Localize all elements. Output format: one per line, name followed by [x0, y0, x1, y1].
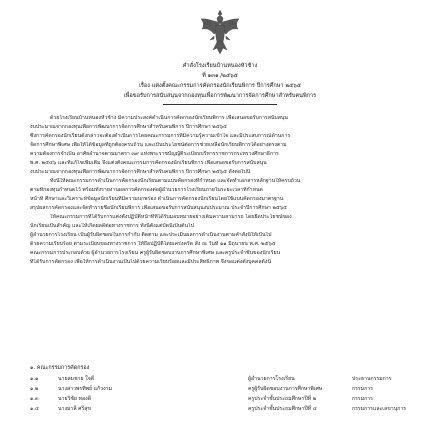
- body-line: ทั้งนี้ให้คณะกรรมการดำเนินการคัดกรองนักเรียนตามแบบคัดกรองที่กำหนด และจัดทำเอกสารหลักฐานให้ครบถ้วน: [50, 178, 301, 184]
- body-line: ผู้อำนวยการโรงเรียน เป็นผู้รับผิดชอบในการกำกับ ติดตาม และประเมินผลการดำเนินงานตามคำสั่งนี้ให้เป็นไป: [30, 232, 272, 238]
- body-line: งบประมาณจากกองทุนเพื่อการพัฒนาการจัดการศึกษาสำหรับคนพิการ ปีการศึกษา ๒๕๖๕ ดังต่อไปนี้: [30, 169, 251, 175]
- member-position: ผู้อำนวยการโรงเรียน: [248, 376, 295, 382]
- order-subject-continued: เพื่อขอรับการสนับสนุนจากกองทุนเพื่อการพัฒนาการจัดการศึกษาสำหรับคนพิการ: [123, 93, 317, 99]
- body-line: หน้าที่ ศึกษาและวิเคราะห์ข้อมูลนักเรียนที่มีความบกพร่อง ดำเนินการคัดกรองนักเรียนโดยใช้แบบคัดกรองมาตรฐาน: [30, 196, 284, 202]
- body-line: พ.ศ. ๒๕๔๖ และที่แก้ไขเพิ่มเติม จึงแต่งตั้งคณะกรรมการคัดกรองนักเรียนพิการ เพื่อเสนอขอรับการสนับสนุน: [30, 160, 267, 166]
- committee-heading: ๑. คณะกรรมการคัดกรอง: [30, 365, 90, 371]
- member-position: ครูประจำชั้นประถมศึกษาปีที่ ๔: [248, 406, 317, 412]
- member-number: ๑.๓: [30, 396, 39, 402]
- member-role: กรรมการ: [352, 386, 373, 392]
- member-position: ครูประจำชั้นประถมศึกษาปีที่ ๒: [248, 396, 317, 402]
- order-number: ที่ ๑๓๑ /๒๕๖๕: [202, 73, 238, 79]
- member-name: นางสาวพรทิพย์ แก้วงาม: [58, 386, 112, 392]
- body-line: นักเรียนเป็นสำคัญ และให้เกิดผลดีต่อทางราชการ ทั้งนี้ตั้งแต่บัดนี้เป็นต้นไป: [30, 223, 195, 229]
- member-name: นายสมชาย ใจดี: [58, 376, 95, 382]
- member-name: นางมาลี ศรีสุข: [58, 406, 91, 412]
- member-position: ครูผู้รับผิดชอบงานการศึกษาพิเศษ: [248, 386, 323, 392]
- body-line: ด้วยความเรียบร้อย ตามระเบียบของทางราชการ ให้ถือปฏิบัติโดยเคร่งครัด สั่ง ณ วันที่ ๑๑ มิถุนายน พ.ศ. ๒๕๖๕: [30, 241, 276, 247]
- body-line: ตามที่กองทุนกำหนดไว้ พร้อมทั้งรายงานผลการคัดกรองต่อผู้อำนวยการโรงเรียนภายในระยะเวลาที่กำหนด: [30, 187, 263, 193]
- list-item: [0, 396, 440, 405]
- member-number: ๑.๔: [30, 406, 39, 412]
- body-line: จัดการศึกษาพิเศษ เพื่อให้ได้ข้อมูลที่ถูกต้องครบถ้วน และเป็นประโยชน์ต่อการช่วยเหลือนักเรียนพิการได้อย่างตรงตาม: [30, 142, 287, 148]
- order-title: คำสั่งโรงเรียนบ้านหนองหัวช้าง: [182, 63, 258, 69]
- member-role: กรรมการ: [352, 396, 373, 402]
- member-number: ๑.๑: [30, 376, 39, 382]
- member-number: ๑.๒: [30, 386, 39, 392]
- body-line: ด้วยโรงเรียนบ้านหนองหัวช้าง มีความประสงค์ดำเนินการคัดกรองนักเรียนพิการ เพื่อเสนอขอรับการสนับสนุน: [50, 115, 288, 121]
- body-line: งบประมาณจากกองทุนเพื่อการพัฒนาการจัดการศึกษาสำหรับคนพิการ ปีการศึกษา ๒๕๖๕: [30, 124, 227, 130]
- body-line: ความต้องการจำเป็น อาศัยอำนาจตามมาตรา ๓๙ แห่งพระราชบัญญัติระเบียบบริหารราชการกระทรวงศึกษาธิการ: [30, 151, 279, 157]
- member-name: นายวิชัย ทองดี: [58, 396, 92, 402]
- order-subject: เรื่อง แต่งตั้งคณะกรรมการคัดกรองนักเรียนพิการ ปีการศึกษา ๒๕๖๕: [138, 83, 302, 89]
- list-item: [0, 376, 440, 385]
- header-divider: [163, 104, 277, 105]
- garuda-emblem-icon: [198, 8, 242, 56]
- body-line: ที่ได้รับการคัดกรอง เพื่อให้การดำเนินงานเป็นไปด้วยความเรียบร้อยและมีประสิทธิภาพ จึงขอแต่งตั้งบุคคลดังนี้: [30, 259, 271, 265]
- member-role: กรรมการและเลขานุการ: [352, 406, 407, 412]
- list-item: [0, 406, 440, 415]
- body-line: ให้คณะกรรมการที่ได้รับการแต่งตั้งปฏิบัติหน้าที่ที่ได้รับมอบหมายอย่างเต็มความสามารถ โดยยึดประโยชน์ของ: [50, 214, 292, 220]
- body-line: สรุปผลการคัดกรองและจัดทำรายชื่อนักเรียนพิการ เพื่อเสนอขอรับการสนับสนุนงบประมาณ ประจำปีการศึกษา ๒๕๖๕: [30, 205, 288, 211]
- body-line: ซึ่งการคัดกรองนักเรียนดังกล่าวจะต้องดำเนินการโดยคณะกรรมการที่มีความรู้ความเข้าใจ และมีประสบการณ์ด้านการ: [30, 133, 291, 139]
- body-line: คณะกรรมการประกอบด้วย ผู้อำนวยการโรงเรียน ครูผู้รับผิดชอบงานการศึกษาพิเศษ และครูประจำชั้นของนักเรียน: [30, 250, 281, 256]
- member-role: ประธานกรรมการ: [352, 376, 392, 382]
- list-item: [0, 386, 440, 395]
